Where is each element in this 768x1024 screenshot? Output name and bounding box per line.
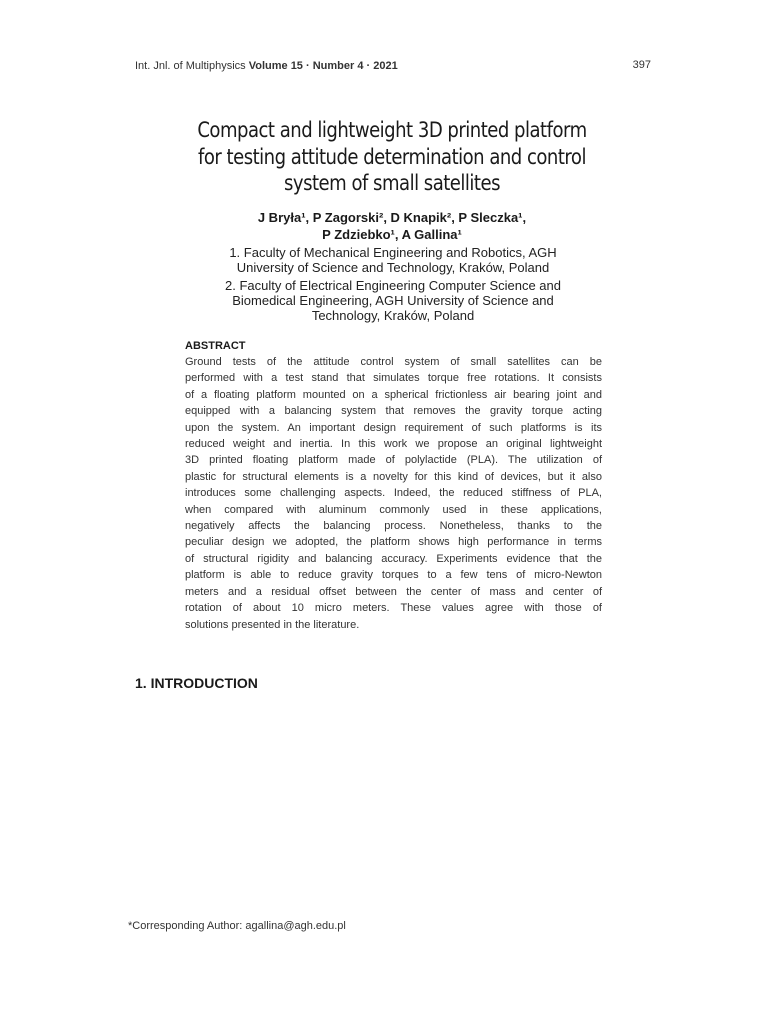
title-line: Compact and lightweight 3D printed platform bbox=[197, 118, 587, 142]
abstract-line: solutions presented in the literature. bbox=[185, 618, 360, 631]
affiliation-line: Technology, Kraków, Poland bbox=[311, 308, 475, 323]
title-line: system of small satellites bbox=[284, 171, 500, 195]
title-line: for testing attitude determination and control bbox=[198, 144, 586, 169]
abstract-line: of a floating platform mounted on a spherical frictionless air bearing joint and bbox=[185, 388, 602, 401]
abstract-line: of structural rigidity and balancing accuracy. Experiments evidence that the bbox=[185, 552, 602, 565]
abstract-line: rotation of about 10 micro meters. These values agree with those of bbox=[185, 602, 602, 615]
abstract-line: Ground tests of the attitude control system of small satellites can be bbox=[185, 356, 602, 368]
abstract-line: reduced weight and inertia. In this work we propose an original lightweight bbox=[185, 438, 602, 451]
abstract-line: platform is able to reduce gravity torques to a few tens of micro-Newton bbox=[185, 569, 602, 582]
abstract-heading: ABSTRACT bbox=[185, 340, 246, 352]
abstract-line: when compared with aluminum commonly used in these applications, bbox=[185, 503, 602, 516]
author-line: P Zdziebko¹, A Gallina¹ bbox=[322, 227, 462, 242]
abstract-line: introduces some challenging aspects. Indeed, the reduced stiffness of PLA, bbox=[185, 487, 602, 500]
page-number: 397 bbox=[632, 59, 651, 71]
journal-name: Int. Jnl. of Multiphysics bbox=[135, 60, 246, 72]
abstract-line: equipped with a balancing system that removes the gravity torque acting bbox=[185, 405, 602, 418]
affiliations bbox=[185, 245, 601, 326]
abstract-line: 3D printed floating platform made of polylactide (PLA). The utilization of bbox=[185, 454, 602, 467]
running-head bbox=[135, 60, 398, 72]
affiliation-line: 2. Faculty of Electrical Engineering Computer Science and bbox=[224, 278, 561, 293]
abstract-line: meters and a residual offset between the center of mass and center of bbox=[185, 585, 602, 598]
abstract-line: plastic for structural elements is a novelty for this kind of devices, but it also bbox=[185, 470, 602, 483]
abstract-body bbox=[185, 354, 602, 633]
abstract-line: negatively affects the balancing process. Nonetheless, thanks to the bbox=[185, 520, 602, 533]
affiliation-2 bbox=[185, 278, 601, 323]
abstract-line: peculiar design we adopted, the platform shows high performance in terms bbox=[185, 536, 602, 549]
corresponding-author-footnote: *Corresponding Author: agallina@agh.edu.pl bbox=[128, 920, 346, 932]
author-line: J Bryła¹, P Zagorski², D Knapik², P Sleczka¹, bbox=[257, 210, 527, 225]
section-heading-introduction: 1. INTRODUCTION bbox=[135, 675, 258, 691]
affiliation-line: Biomedical Engineering, AGH University of Science and bbox=[232, 293, 554, 308]
author-list bbox=[150, 209, 634, 243]
affiliation-line: University of Science and Technology, Kraków, Poland bbox=[236, 260, 550, 275]
abstract-line: performed with a test stand that simulates torque free rotations. It consists bbox=[185, 372, 602, 385]
affiliation-1 bbox=[185, 245, 601, 275]
abstract-line: upon the system. An important design requirement of such platforms is its bbox=[185, 421, 602, 434]
volume-issue: Volume 15 · Number 4 · 2021 bbox=[248, 60, 398, 72]
paper-title bbox=[184, 117, 600, 197]
affiliation-line: 1. Faculty of Mechanical Engineering and Robotics, AGH bbox=[229, 245, 557, 260]
